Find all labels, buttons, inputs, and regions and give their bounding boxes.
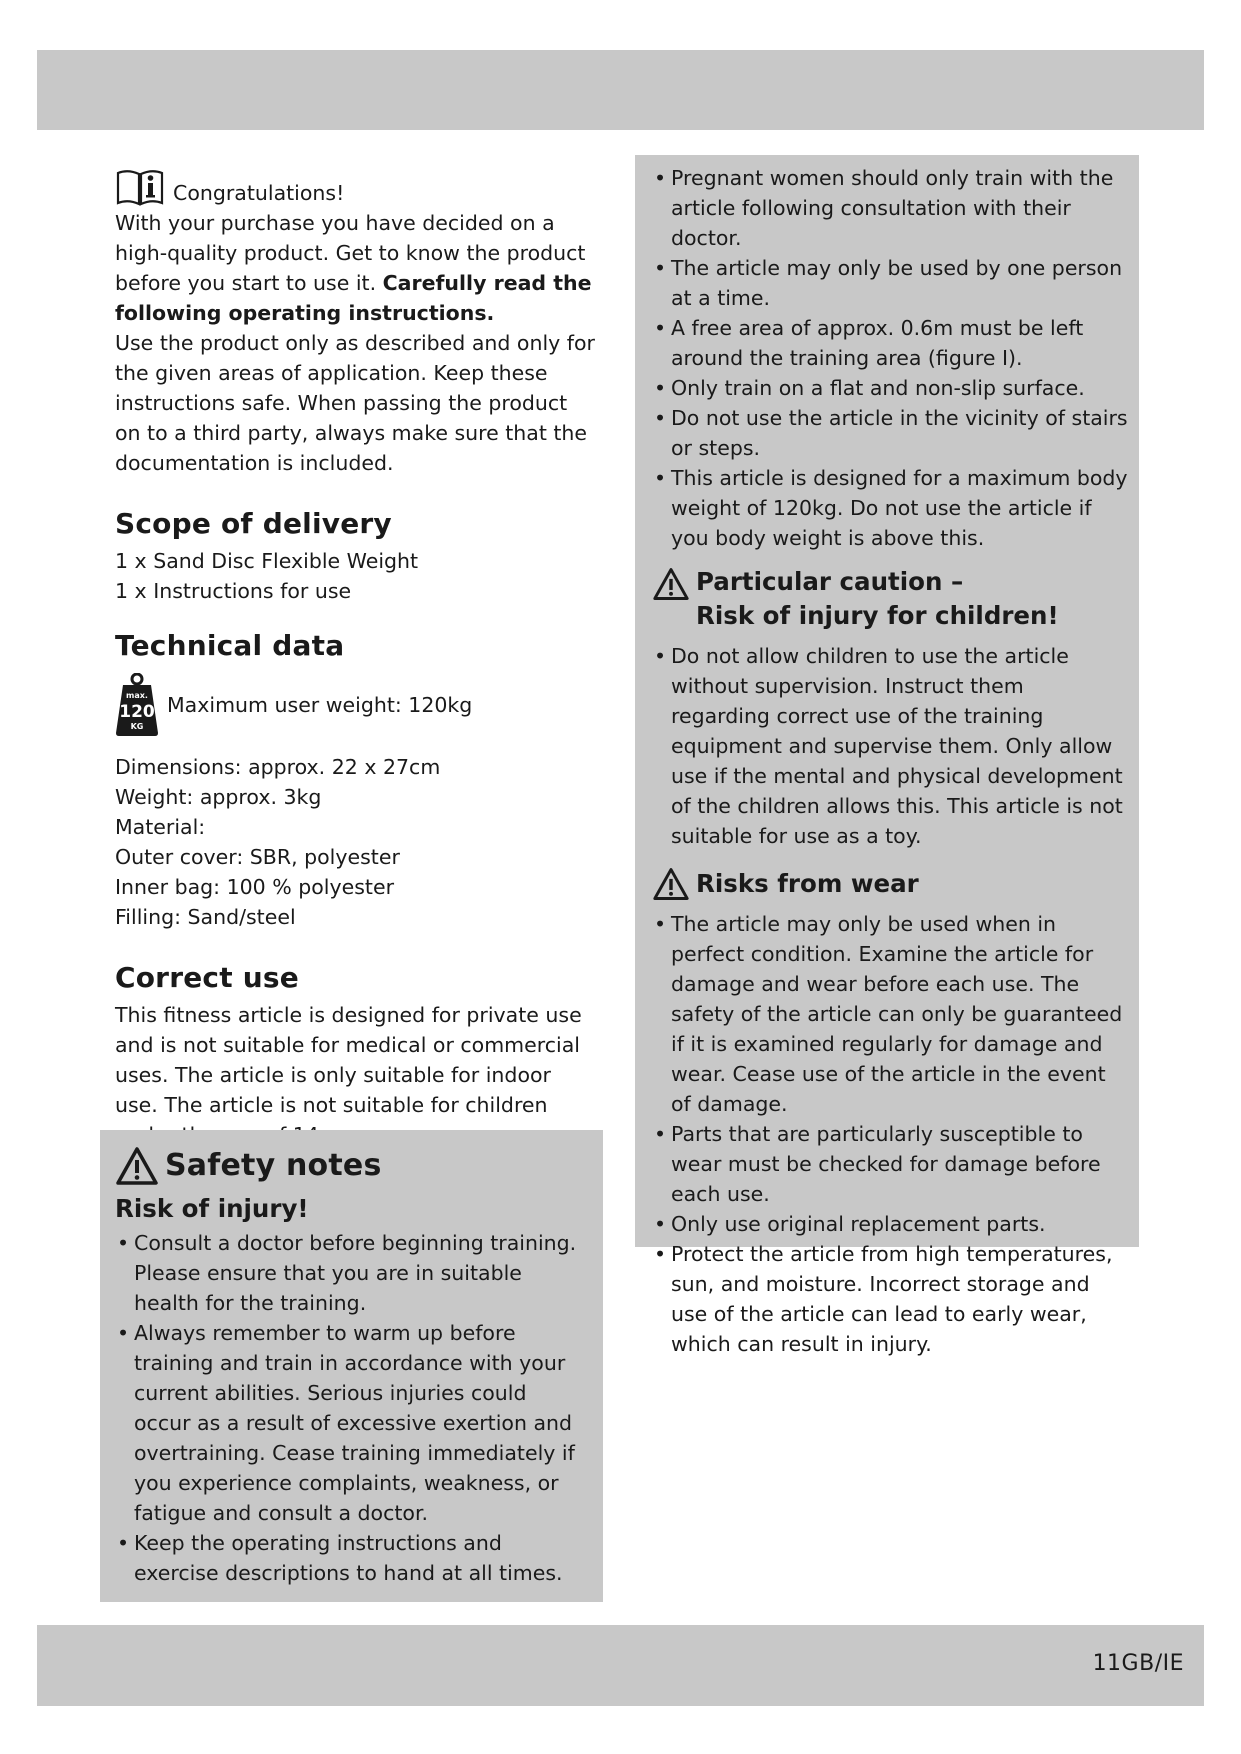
right-safety-box (635, 155, 1139, 1356)
caution-item: • Do not allow children to use the article without supervision. Instruct them regarding correct use of the training equipment and supervise them. Only allow use if the mental and physical development of the children allows this. This article is not suitable for use as a toy. (652, 641, 1129, 851)
children-caution-title-1: Particular caution – (696, 567, 964, 596)
scope-item: 1 x Instructions for use (115, 579, 352, 603)
correct-use-title: Correct use (115, 961, 299, 994)
safety-item: • The article may only be used by one person at a time. (652, 253, 1129, 313)
general-safety-list (652, 163, 1129, 553)
safety-item: • Do not use the article in the vicinity of stairs or steps. (652, 403, 1129, 463)
technical-section (115, 628, 595, 932)
warning-triangle-icon (652, 567, 690, 601)
technical-title: Technical data (115, 629, 345, 662)
technical-line: Material: (115, 815, 206, 839)
max-weight-icon-label: max. (126, 691, 148, 700)
wear-title: Risks from wear (696, 869, 919, 898)
footer-band (37, 1625, 1204, 1706)
correct-use-text: This fitness article is designed for private use and is not suitable for medical or commercial uses. The article is only suitable for indoor use. The article is not suitable for children (115, 1003, 582, 1117)
safety-item: • Pregnant women should only train with the article following consultation with their doctor. (652, 163, 1129, 253)
technical-line: Dimensions: approx. 22 x 27cm (115, 755, 441, 779)
safety-item: • Always remember to warm up before training and train in accordance with your current abilities. Serious injuries could occur as a result of excessive exertion and overtraining. Cease training immediately if you experience complaints, weakness, or fatigue and consult a doctor. (115, 1318, 587, 1528)
scope-item: 1 x Sand Disc Flexible Weight (115, 549, 419, 573)
technical-line: Filling: Sand/steel (115, 905, 296, 929)
children-caution-heading (652, 565, 1129, 633)
technical-line: Inner bag: 100 % polyester (115, 875, 394, 899)
intro-paragraph-1 (115, 208, 595, 328)
scope-title: Scope of delivery (115, 507, 392, 540)
intro-text: With your purchase you have decided on a high-quality product. Get to know the product before you start to use it. (115, 211, 586, 295)
page-number: 11GB/IE (1092, 1651, 1184, 1676)
safety-list (115, 1228, 587, 1588)
safety-item: • Only train on a flat and non-slip surface. (652, 373, 1129, 403)
safety-title-row (115, 1142, 587, 1190)
children-caution-title-2: Risk of injury for children! (696, 601, 1059, 630)
intro-heading (115, 162, 595, 208)
max-weight-icon-value: 120 (119, 702, 155, 722)
intro-congrats: Congratulations! (173, 181, 345, 205)
technical-line: Outer cover: SBR, polyester (115, 845, 400, 869)
warning-triangle-icon (115, 1146, 159, 1186)
book-info-icon (115, 166, 165, 208)
max-weight-icon (115, 673, 159, 737)
safety-item: • A free area of approx. 0.6m must be left around the training area (figure I). (652, 313, 1129, 373)
safety-notes-box (100, 1130, 603, 1602)
technical-line: Weight: approx. 3kg (115, 785, 322, 809)
wear-heading (652, 863, 1129, 905)
safety-item: • This article is designed for a maximum body weight of 120kg. Do not use the article if you body weight is above this. (652, 463, 1129, 553)
max-weight-row (115, 672, 595, 738)
safety-subtitle: Risk of injury! (115, 1194, 309, 1223)
safety-item: • Keep the operating instructions and exercise descriptions to hand at all times. (115, 1528, 587, 1588)
wear-item: • Parts that are particularly susceptible to wear must be checked for damage before each use. (652, 1119, 1129, 1209)
correct-use-section (115, 960, 595, 1150)
children-caution-list (652, 641, 1129, 851)
warning-triangle-icon (652, 867, 690, 901)
max-user-weight: Maximum user weight: 120kg (167, 693, 473, 717)
technical-lines (115, 752, 595, 932)
max-weight-icon-unit: KG (130, 722, 144, 731)
intro-bold-text: Carefully read the following operating instructions. (115, 271, 592, 325)
safety-title: Safety notes (165, 1148, 382, 1183)
scope-section (115, 506, 595, 606)
wear-item: • Protect the article from high temperatures, sun, and moisture. Incorrect storage and use of the article can lead to early wear, which can result in injury. (652, 1239, 1129, 1359)
wear-item: • Only use original replacement parts. (652, 1209, 1129, 1239)
left-column (115, 162, 595, 1150)
wear-list (652, 909, 1129, 1359)
wear-item: • The article may only be used when in perfect condition. Examine the article for damage and wear before each use. The safety of the article can only be guaranteed if it is examined regularly for damage and wear. Cease use of the article in the event of damage. (652, 909, 1129, 1119)
intro-paragraph-2: Use the product only as described and only for the given areas of application. Keep these instructions safe. When passing the product on to a third party, always make sure that the documentation is included. (115, 331, 595, 475)
header-band (37, 50, 1204, 130)
safety-item: • Consult a doctor before beginning training. Please ensure that you are in suitable health for the training. (115, 1228, 587, 1318)
